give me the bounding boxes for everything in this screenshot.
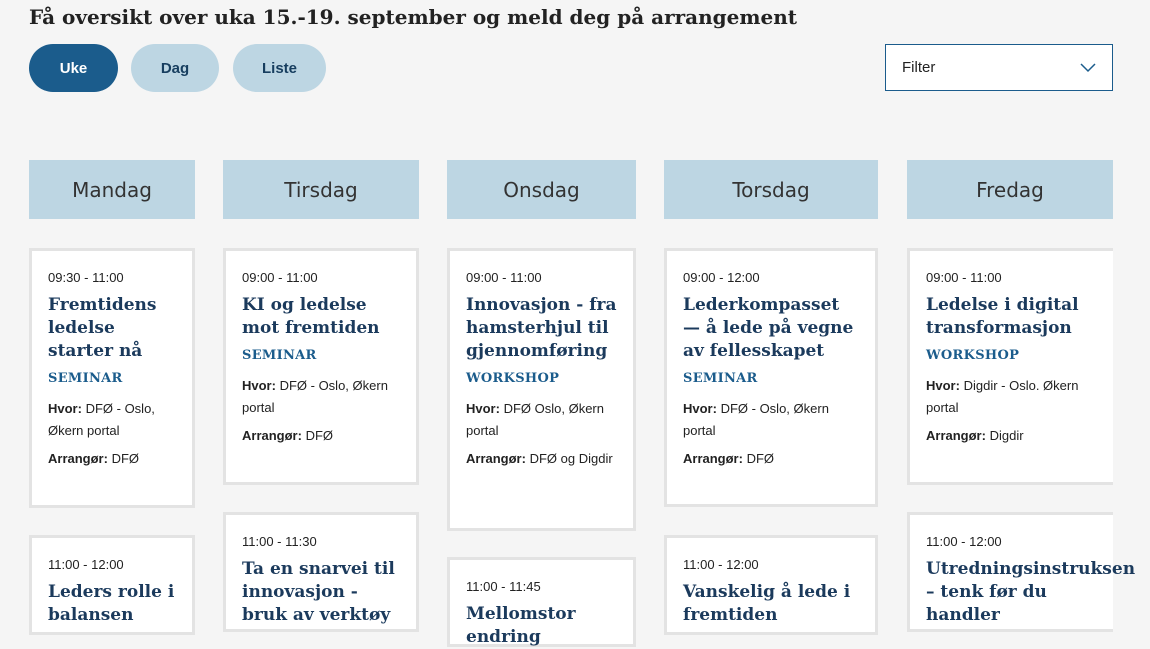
event-type: SEMINAR: [48, 371, 123, 386]
event-title[interactable]: KI og ledelse mot fremtiden: [242, 295, 380, 338]
where-value: Digdir - Oslo. Økern portal: [926, 378, 1079, 415]
event-title[interactable]: Lederkompasset — å lede på vegne av fellesskapet: [683, 295, 854, 361]
organizer-value: DFØ: [305, 428, 334, 443]
filter-dropdown[interactable]: [885, 44, 1113, 91]
event-title[interactable]: Ta en snarvei til innovasjon - bruk av verktøy: [242, 559, 395, 625]
event-card[interactable]: [907, 248, 1113, 485]
day-header-mandag: Mandag: [29, 160, 195, 219]
event-time: 09:00 - 11:00: [466, 270, 542, 285]
event-title[interactable]: Innovasjon - fra hamsterhjul til gjennomføring: [466, 295, 617, 361]
event-where: [683, 398, 859, 442]
event-where: [466, 398, 617, 442]
organizer-value: DFØ og Digdir: [529, 451, 613, 466]
day-header-tirsdag: Tirsdag: [223, 160, 419, 219]
where-label: Hvor:: [466, 401, 500, 416]
view-week-button[interactable]: Uke: [29, 44, 118, 92]
event-title[interactable]: Utredningsinstruksen – tenk før du handler: [926, 559, 1136, 625]
event-organizer: [926, 425, 1097, 447]
event-title[interactable]: Mellomstor endring: [466, 604, 576, 647]
where-label: Hvor:: [48, 401, 82, 416]
event-type: WORKSHOP: [926, 348, 1020, 363]
event-type: SEMINAR: [683, 371, 758, 386]
day-header-fredag: Fredag: [907, 160, 1113, 219]
chevron-down-icon: [1080, 63, 1096, 73]
event-organizer: [683, 448, 859, 470]
event-card[interactable]: [223, 512, 419, 632]
event-where: [48, 398, 176, 442]
organizer-value: Digdir: [989, 428, 1024, 443]
event-title[interactable]: Leders rolle i balansen: [48, 582, 175, 625]
event-organizer: [466, 448, 617, 470]
where-value: DFØ Oslo, Økern portal: [466, 401, 604, 438]
page-title: Få oversikt over uka 15.-19. september og meld deg på arrangement: [29, 5, 798, 29]
event-where: [242, 375, 400, 419]
event-where: [926, 375, 1097, 419]
event-card[interactable]: [907, 512, 1136, 632]
event-time: 11:00 - 12:00: [48, 557, 124, 572]
organizer-label: Arrangør:: [683, 451, 743, 466]
event-time: 09:00 - 11:00: [926, 270, 1002, 285]
organizer-label: Arrangør:: [926, 428, 986, 443]
event-organizer: [242, 425, 400, 447]
event-card[interactable]: [664, 535, 878, 635]
organizer-label: Arrangør:: [48, 451, 108, 466]
event-time: 09:00 - 11:00: [242, 270, 318, 285]
view-day-button[interactable]: Dag: [131, 44, 219, 92]
event-time: 11:00 - 12:00: [926, 534, 1002, 549]
event-time: 09:30 - 11:00: [48, 270, 124, 285]
event-card[interactable]: [29, 248, 195, 508]
event-time: 11:00 - 11:45: [466, 579, 541, 594]
event-time: 09:00 - 12:00: [683, 270, 760, 285]
event-time: 11:00 - 11:30: [242, 534, 317, 549]
event-title[interactable]: Vanskelig å lede i fremtiden: [683, 582, 851, 625]
view-list-button[interactable]: Liste: [233, 44, 326, 92]
event-card[interactable]: [447, 557, 636, 647]
day-header-onsdag: Onsdag: [447, 160, 636, 219]
event-type: SEMINAR: [242, 348, 317, 363]
organizer-value: DFØ: [111, 451, 140, 466]
where-label: Hvor:: [242, 378, 276, 393]
organizer-label: Arrangør:: [466, 451, 526, 466]
event-organizer: [48, 448, 176, 470]
event-card[interactable]: [447, 248, 636, 531]
where-value: DFØ - Oslo, Økern portal: [683, 401, 829, 438]
organizer-label: Arrangør:: [242, 428, 302, 443]
where-label: Hvor:: [926, 378, 960, 393]
where-value: DFØ - Oslo, Økern portal: [48, 401, 155, 438]
filter-label: Filter: [902, 59, 936, 76]
day-header-torsdag: Torsdag: [664, 160, 878, 219]
event-title[interactable]: Ledelse i digital transformasjon: [926, 295, 1079, 338]
where-value: DFØ - Oslo, Økern portal: [242, 378, 388, 415]
event-card[interactable]: [29, 535, 195, 635]
event-type: WORKSHOP: [466, 371, 560, 386]
event-card[interactable]: [223, 248, 419, 485]
organizer-value: DFØ: [746, 451, 775, 466]
where-label: Hvor:: [683, 401, 717, 416]
event-time: 11:00 - 12:00: [683, 557, 759, 572]
event-title[interactable]: Fremtidens ledelse starter nå: [48, 295, 157, 361]
event-card[interactable]: [664, 248, 878, 507]
